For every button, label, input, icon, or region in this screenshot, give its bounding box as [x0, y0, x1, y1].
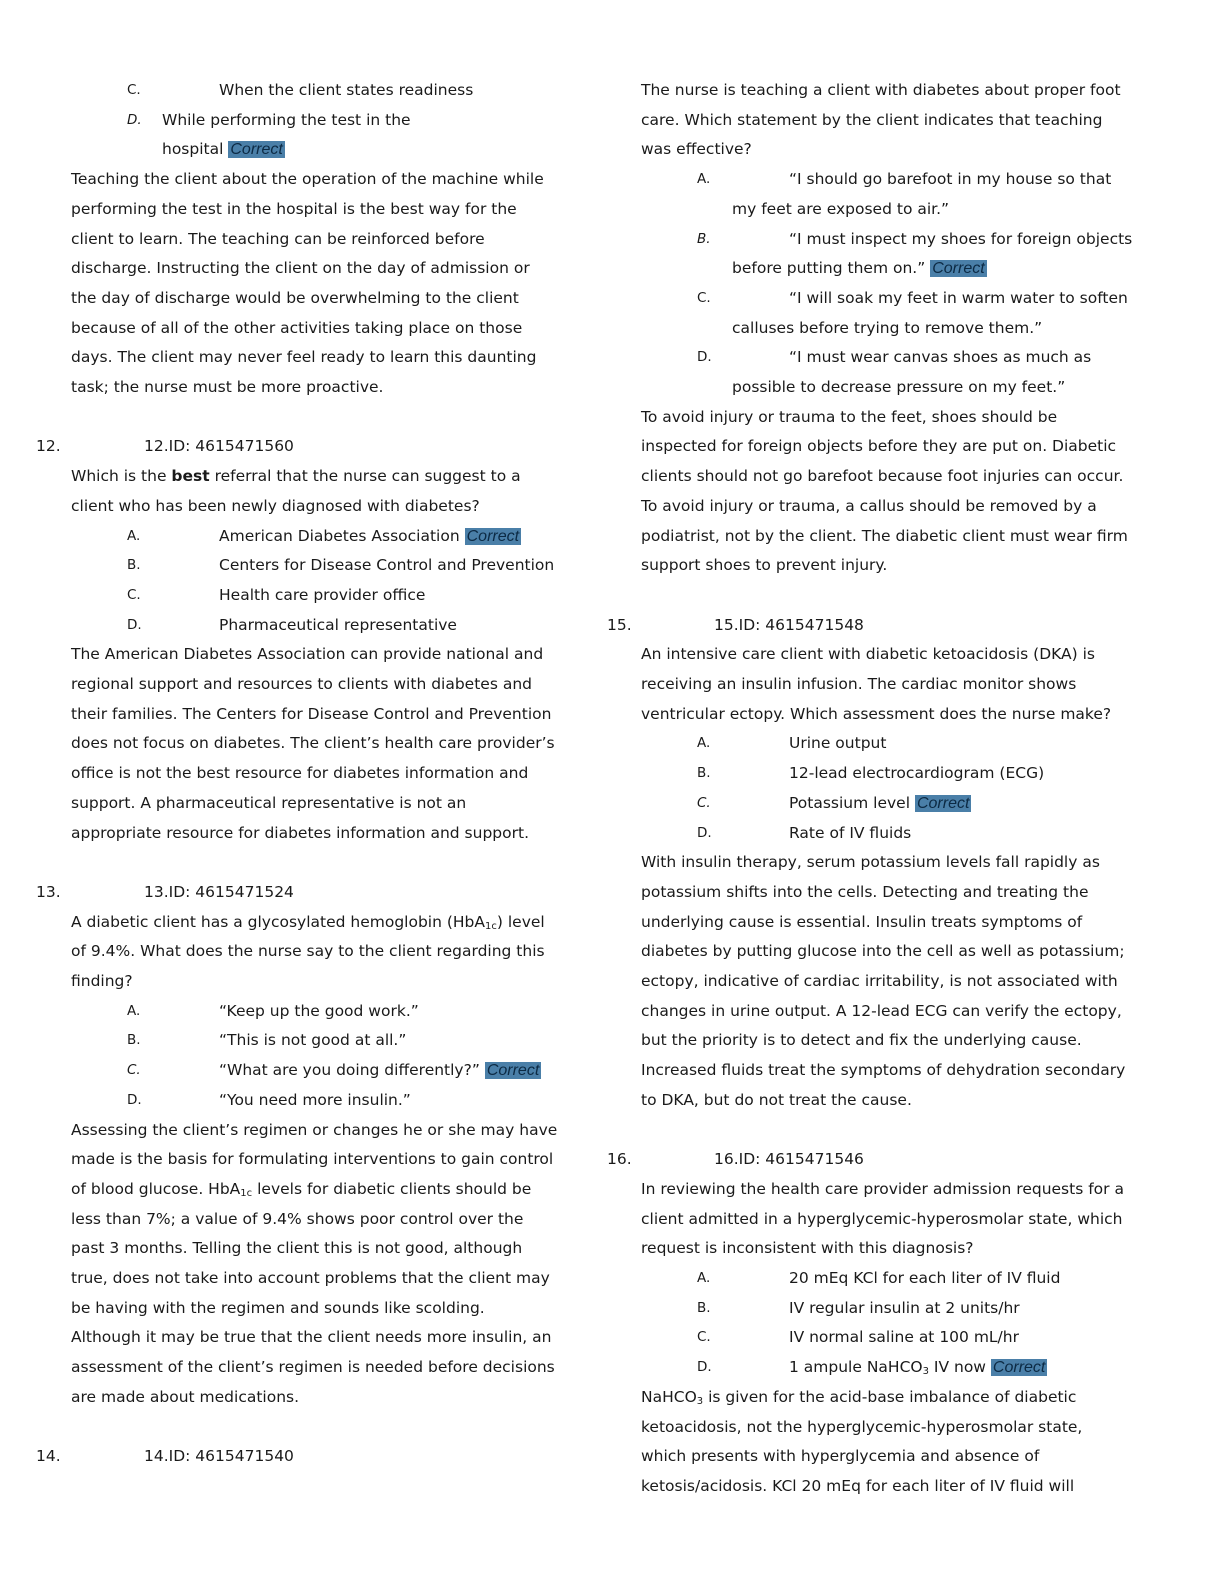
question-number: 14.: [36, 1447, 61, 1466]
rationale-line: Teaching the client about the operation of the machine while: [71, 170, 544, 189]
question-stem: client admitted in a hyperglycemic-hyperosmolar state, which: [641, 1209, 1123, 1228]
subscript: 3: [922, 1366, 929, 1378]
option-letter: D.: [697, 349, 712, 366]
question-stem: of 9.4%. What does the nurse say to the client regarding this: [71, 942, 545, 961]
rationale-line: ketosis/acidosis. KCl 20 mEq for each liter of IV fluid will: [641, 1476, 1075, 1495]
rationale-text: is given for the acid-base imbalance of diabetic: [703, 1387, 1077, 1406]
correct-badge: Correct: [992, 1359, 1046, 1377]
option-text: 12-lead electrocardiogram (ECG): [789, 764, 1045, 783]
option-text: Urine output: [789, 734, 887, 753]
option-text: “You need more insulin.”: [219, 1090, 411, 1109]
option-text: Potassium level: [789, 793, 911, 812]
option-text: my feet are exposed to air.”: [732, 199, 950, 218]
option-text: “I must wear canvas shoes as much as: [789, 348, 1092, 367]
option-text: American Diabetes Association: [219, 526, 460, 545]
option-letter: C.: [127, 1062, 141, 1079]
question-stem: In reviewing the health care provider admission requests for a: [641, 1179, 1124, 1198]
rationale-line: past 3 months. Telling the client this is not good, although: [71, 1239, 523, 1258]
option-d: [789, 1353, 1047, 1383]
rationale-line: [641, 1383, 1076, 1413]
correct-badge: Correct: [932, 260, 985, 278]
option-letter: C.: [697, 289, 711, 306]
rationale-line: ketoacidosis, not the hyperglycemic-hyperosmolar state,: [641, 1417, 1083, 1436]
rationale-line: regional support and resources to clients with diabetes and: [71, 675, 532, 693]
option-text: hospital: [162, 140, 224, 159]
option-text: “Keep up the good work.”: [219, 1001, 419, 1020]
question-id: 16.ID: 4615471546: [714, 1150, 864, 1169]
rationale-line: inspected for foreign objects before they are put on. Diabetic: [641, 437, 1117, 456]
option-text: “I will soak my feet in warm water to soften: [789, 288, 1128, 307]
subscript: 1c: [240, 1187, 253, 1199]
question-stem: request is inconsistent with this diagnosis?: [641, 1239, 974, 1258]
option-letter: A.: [697, 171, 711, 188]
subscript: 3: [696, 1395, 704, 1407]
option-text: Centers for Disease Control and Prevention: [219, 556, 555, 575]
option-text: IV regular insulin at 2 units/hr: [789, 1298, 1020, 1317]
option-text: before putting them on.”: [732, 259, 926, 278]
option-letter: D.: [697, 1359, 712, 1376]
rationale-line: Assessing the client’s regimen or changes he or she may have: [71, 1120, 558, 1139]
option-letter: B.: [697, 1299, 711, 1316]
question-stem: The nurse is teaching a client with diabetes about proper foot: [641, 81, 1121, 99]
rationale-line: assessment of the client’s regimen is needed before decisions: [71, 1358, 555, 1377]
question-stem: finding?: [71, 972, 133, 990]
rationale-line: potassium shifts into the cells. Detecting and treating the: [641, 882, 1089, 901]
option-text: calluses before trying to remove them.”: [732, 318, 1043, 337]
stem-text: A diabetic client has a glycosylated hemoglobin (HbA: [71, 912, 485, 931]
option-text: “I should go barefoot in my house so that: [789, 170, 1112, 189]
rationale-line: client to learn. The teaching can be reinforced before: [71, 229, 485, 248]
option-text: “This is not good at all.”: [219, 1031, 407, 1050]
question-id: 14.ID: 4615471540: [144, 1447, 294, 1466]
rationale-line: underlying cause is essential. Insulin treats symptoms of: [641, 912, 1083, 931]
option-letter: D.: [127, 1091, 142, 1108]
option-letter: A.: [127, 527, 141, 544]
option-b: [732, 254, 987, 284]
question-stem: An intensive care client with diabetic ketoacidosis (DKA) is: [641, 645, 1096, 664]
option-letter: D.: [127, 111, 142, 128]
rationale-text: NaHCO: [641, 1387, 697, 1406]
option-letter: C.: [697, 1329, 711, 1346]
option-letter: B.: [127, 1032, 141, 1049]
question-stem: care. Which statement by the client indicates that teaching: [641, 110, 1103, 129]
question-stem: client who has been newly diagnosed with diabetes?: [71, 496, 480, 515]
stem-emphasis: best: [171, 467, 210, 486]
rationale-line: but the priority is to detect and fix the underlying cause.: [641, 1031, 1082, 1050]
option-c: [219, 1056, 541, 1086]
option-letter: B.: [697, 230, 711, 247]
rationale-line: appropriate resource for diabetes information and support.: [71, 823, 529, 842]
option-letter: A.: [697, 735, 711, 752]
option-text: possible to decrease pressure on my feet.”: [732, 378, 1066, 396]
option-a: [219, 522, 521, 552]
rationale-line: less than 7%; a value of 9.4% shows poor control over the: [71, 1209, 524, 1228]
rationale-line: To avoid injury or trauma to the feet, shoes should be: [641, 407, 1058, 426]
stem-text: ) level: [496, 912, 545, 931]
rationale-line: The American Diabetes Association can provide national and: [71, 645, 544, 664]
rationale-line: are made about medications.: [71, 1387, 300, 1406]
option-letter: C.: [127, 586, 141, 603]
option-letter: A.: [697, 1270, 711, 1286]
rationale-line: changes in urine output. A 12-lead ECG can verify the ectopy,: [641, 1001, 1122, 1020]
rationale-line: [71, 1175, 531, 1205]
question-stem: [71, 462, 521, 492]
question-stem: was effective?: [641, 140, 752, 159]
question-number: 13.: [36, 882, 61, 901]
rationale-line: to DKA, but do not treat the cause.: [641, 1090, 912, 1109]
rationale-text: levels for diabetic clients should be: [252, 1179, 532, 1198]
option-text: “What are you doing differently?”: [219, 1061, 480, 1080]
question-stem: ventricular ectopy. Which assessment does the nurse make?: [641, 704, 1112, 723]
question-stem: receiving an insulin infusion. The cardiac monitor shows: [641, 675, 1077, 693]
rationale-line: To avoid injury or trauma, a callus should be removed by a: [641, 496, 1097, 515]
option-text: IV normal saline at 100 mL/hr: [789, 1328, 1019, 1347]
option-letter: B.: [127, 557, 141, 574]
stem-text: Which is the: [71, 467, 172, 486]
question-stem: [71, 908, 545, 938]
rationale-line: does not focus on diabetes. The client’s health care provider’s: [71, 734, 555, 753]
correct-badge: Correct: [916, 794, 970, 812]
stem-text: referral that the nurse can suggest to a: [209, 467, 521, 486]
rationale-line: Increased fluids treat the symptoms of dehydration secondary: [641, 1061, 1126, 1080]
correct-badge: Correct: [486, 1062, 540, 1080]
rationale-line: office is not the best resource for diabetes information and: [71, 764, 529, 783]
option-text: Rate of IV fluids: [789, 823, 912, 842]
rationale-line: diabetes by putting glucose into the cell as well as potassium;: [641, 942, 1125, 961]
option-letter: C.: [127, 82, 141, 98]
question-number: 12.: [36, 437, 61, 456]
rationale-line: their families. The Centers for Disease Control and Prevention: [71, 704, 552, 723]
option-letter: D.: [697, 824, 712, 841]
option-text: Health care provider office: [219, 585, 426, 604]
rationale-line: because of all of the other activities taking place on those: [71, 318, 523, 337]
question-id: 12.ID: 4615471560: [144, 437, 294, 456]
correct-badge: Correct: [230, 141, 283, 159]
option-text: While performing the test in the: [162, 110, 411, 129]
rationale-line: podiatrist, not by the client. The diabetic client must wear firm: [641, 526, 1128, 545]
rationale-line: days. The client may never feel ready to learn this daunting: [71, 348, 537, 367]
subscript: 1c: [485, 920, 497, 932]
rationale-line: clients should not go barefoot because foot injuries can occur.: [641, 467, 1124, 486]
question-id: 13.ID: 4615471524: [144, 882, 294, 901]
option-text: When the client states readiness: [219, 81, 474, 99]
rationale-line: ectopy, indicative of cardiac irritability, is not associated with: [641, 972, 1118, 990]
rationale-line: true, does not take into account problems that the client may: [71, 1269, 550, 1287]
rationale-text: of blood glucose. HbA: [71, 1179, 241, 1198]
question-number: 15.: [607, 615, 632, 634]
rationale-line: discharge. Instructing the client on the day of admission or: [71, 259, 530, 278]
option-text-cont: [162, 135, 285, 165]
option-text: 1 ampule NaHCO: [789, 1358, 923, 1377]
rationale-line: performing the test in the hospital is the best way for the: [71, 199, 517, 218]
rationale-line: With insulin therapy, serum potassium levels fall rapidly as: [641, 853, 1100, 872]
rationale-line: support shoes to prevent injury.: [641, 556, 888, 575]
correct-badge: Correct: [466, 527, 520, 545]
option-letter: B.: [697, 765, 711, 782]
question-number: 16.: [607, 1150, 632, 1169]
question-id: 15.ID: 4615471548: [714, 615, 864, 634]
rationale-line: support. A pharmaceutical representative is not an: [71, 793, 467, 812]
option-text: IV now: [928, 1358, 986, 1377]
rationale-line: the day of discharge would be overwhelming to the client: [71, 288, 519, 307]
option-c: [789, 789, 971, 819]
option-text: “I must inspect my shoes for foreign objects: [789, 229, 1133, 248]
option-letter: C.: [697, 794, 711, 811]
rationale-line: be having with the regimen and sounds like scolding.: [71, 1298, 485, 1317]
rationale-line: task; the nurse must be more proactive.: [71, 378, 384, 396]
rationale-line: Although it may be true that the client needs more insulin, an: [71, 1328, 552, 1347]
rationale-line: made is the basis for formulating interventions to gain control: [71, 1150, 554, 1169]
option-letter: D.: [127, 616, 142, 633]
option-text: Pharmaceutical representative: [219, 615, 457, 634]
option-text: 20 mEq KCl for each liter of IV fluid: [789, 1269, 1061, 1287]
option-letter: A.: [127, 1002, 141, 1019]
rationale-line: which presents with hyperglycemia and absence of: [641, 1447, 1040, 1466]
